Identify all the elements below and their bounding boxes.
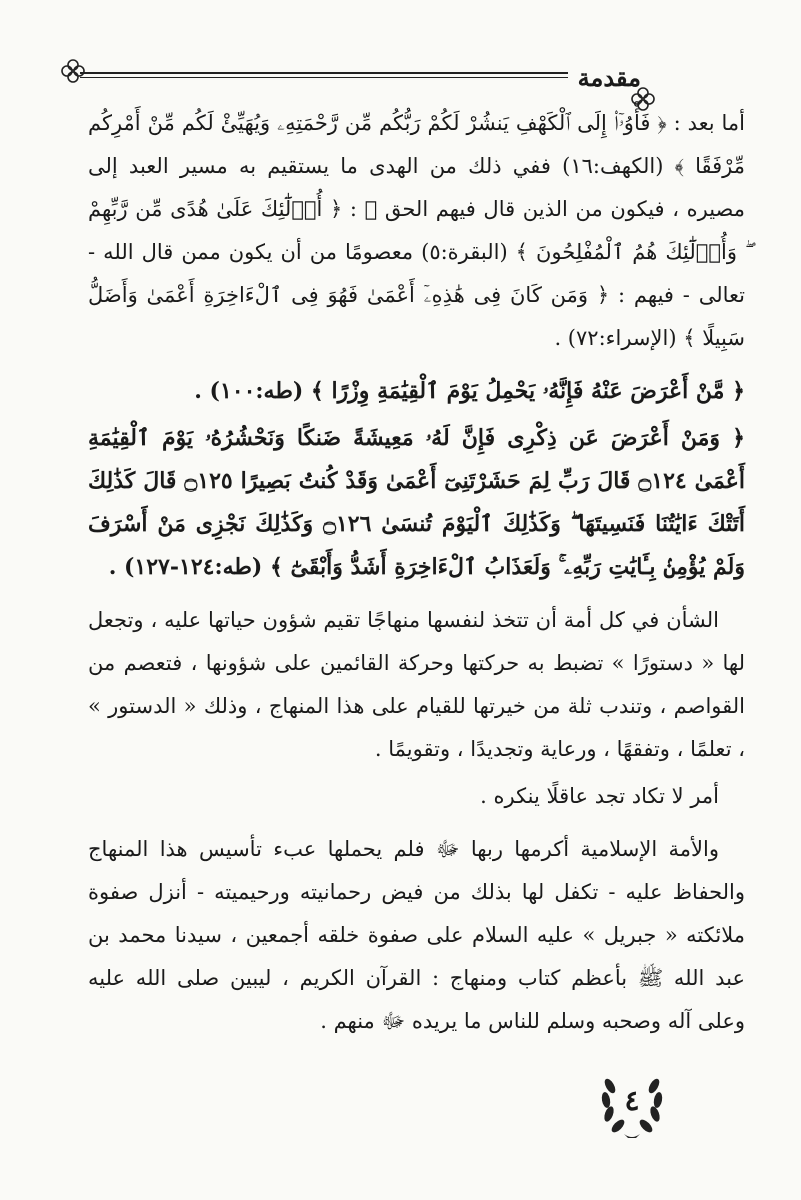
ornament-knot-icon bbox=[60, 58, 86, 84]
page-body bbox=[88, 102, 745, 1043]
quran-verses-taha-124-127: ﴿ وَمَنْ أَعْرَضَ عَن ذِكْرِى فَإِنَّ لَهُۥ مَعِيشَةً ضَنكًا وَنَحْشُرُهُۥ يَوْمَ ٱلْقِيَٰمَةِ أَعْمَىٰ ۝١٢٤ قَالَ رَبِّ لِمَ حَشَرْتَنِىٓ أَعْمَىٰ وَقَدْ كُنتُ بَصِيرًا ۝١٢٥ قَالَ كَذَٰلِكَ أَتَتْكَ ءَايَٰتُنَا فَنَسِيتَهَا ۖ وَكَذَٰلِكَ ٱلْيَوْمَ تُنسَىٰ ۝١٢٦ وَكَذَٰلِكَ نَجْزِى مَنْ أَسْرَفَ وَلَمْ يُؤْمِنۢ بِـَٔايَٰتِ رَبِّهِۦ ۚ وَلَعَذَابُ ٱلْءَاخِرَةِ أَشَدُّ وَأَبْقَىٰٓ ﴾ (طه:١٢٤-١٢٧) . bbox=[88, 425, 746, 580]
page-number: ٤ bbox=[624, 1084, 640, 1117]
quran-verse-taha-100: ﴿ مَّنْ أَعْرَضَ عَنْهُ فَإِنَّهُۥ يَحْمِلُ يَوْمَ ٱلْقِيَٰمَةِ وِزْرًا ﴾ (طه:١٠٠) . bbox=[194, 378, 745, 404]
page-header-title: مقدمة bbox=[568, 66, 651, 90]
paragraph-undeniable: أمر لا تكاد تجد عاقلًا ينكره . bbox=[480, 784, 719, 808]
paragraph-nations-constitution: الشأن في كل أمة أن تتخذ لنفسها منهاجًا تقيم شؤون حياتها عليه ، وتجعل لها « دستورًا » تضبط به حركتها وحركة القائمين على شؤونها ، فتعصم من القواصم ، وتندب ثلة من خيرتها للقيام على هذا المنهاج ، وذلك « الدستور » ، تعلمًا ، وتفقهًا ، ورعاية وتجديدًا ، وتقويمًا . bbox=[88, 608, 745, 761]
paragraph-islamic-nation: والأمة الإسلامية أكرمها ربها ﷻ فلم يحملها عبء تأسيس هذا المنهاج والحفاظ عليه - تكفل لها بذلك من فيض رحمانيته ورحيميته - أنزل صفوة ملائكته « جبريل » عليه السلام على صفوة خلقه أجمعين ، سيدنا محمد بن عبد الله ﷺ بأعظم كتاب ومنهاج : القرآن الكريم ، ليبين صلى الله عليه وعلى آله وصحبه وسلم للناس ما يريده ﷻ منهم . bbox=[88, 837, 745, 1033]
page-number-medallion bbox=[596, 1064, 668, 1140]
header-rule bbox=[80, 72, 651, 74]
paragraph-intro: أما بعد : ﴿ فَأْوُۥٓا۟ إِلَى ٱلْكَهْفِ يَنشُرْ لَكُمْ رَبُّكُم مِّن رَّحْمَتِهِۦ وَيُهَيِّئْ لَكُم مِّنْ أَمْرِكُم مِّرْفَقًا ﴾ (الكهف:١٦) ففي ذلك من الهدى ما يستقيم به مسير العبد إلى مصيره ، فيكون من الذين قال فيهم الحق ﷻ : ﴿ أُو۟لَٰٓئِكَ عَلَىٰ هُدًى مِّن رَّبِّهِمْ ۖ وَأُو۟لَٰٓئِكَ هُمُ ٱلْمُفْلِحُونَ ﴾ (البقرة:٥) معصومًا من أن يكون ممن قال الله - تعالى - فيهم : ﴿ وَمَن كَانَ فِى هَٰذِهِۦٓ أَعْمَىٰ فَهُوَ فِى ٱلْءَاخِرَةِ أَعْمَىٰ وَأَضَلُّ سَبِيلًا ﴾ (الإسراء:٧٢) . bbox=[88, 111, 745, 350]
